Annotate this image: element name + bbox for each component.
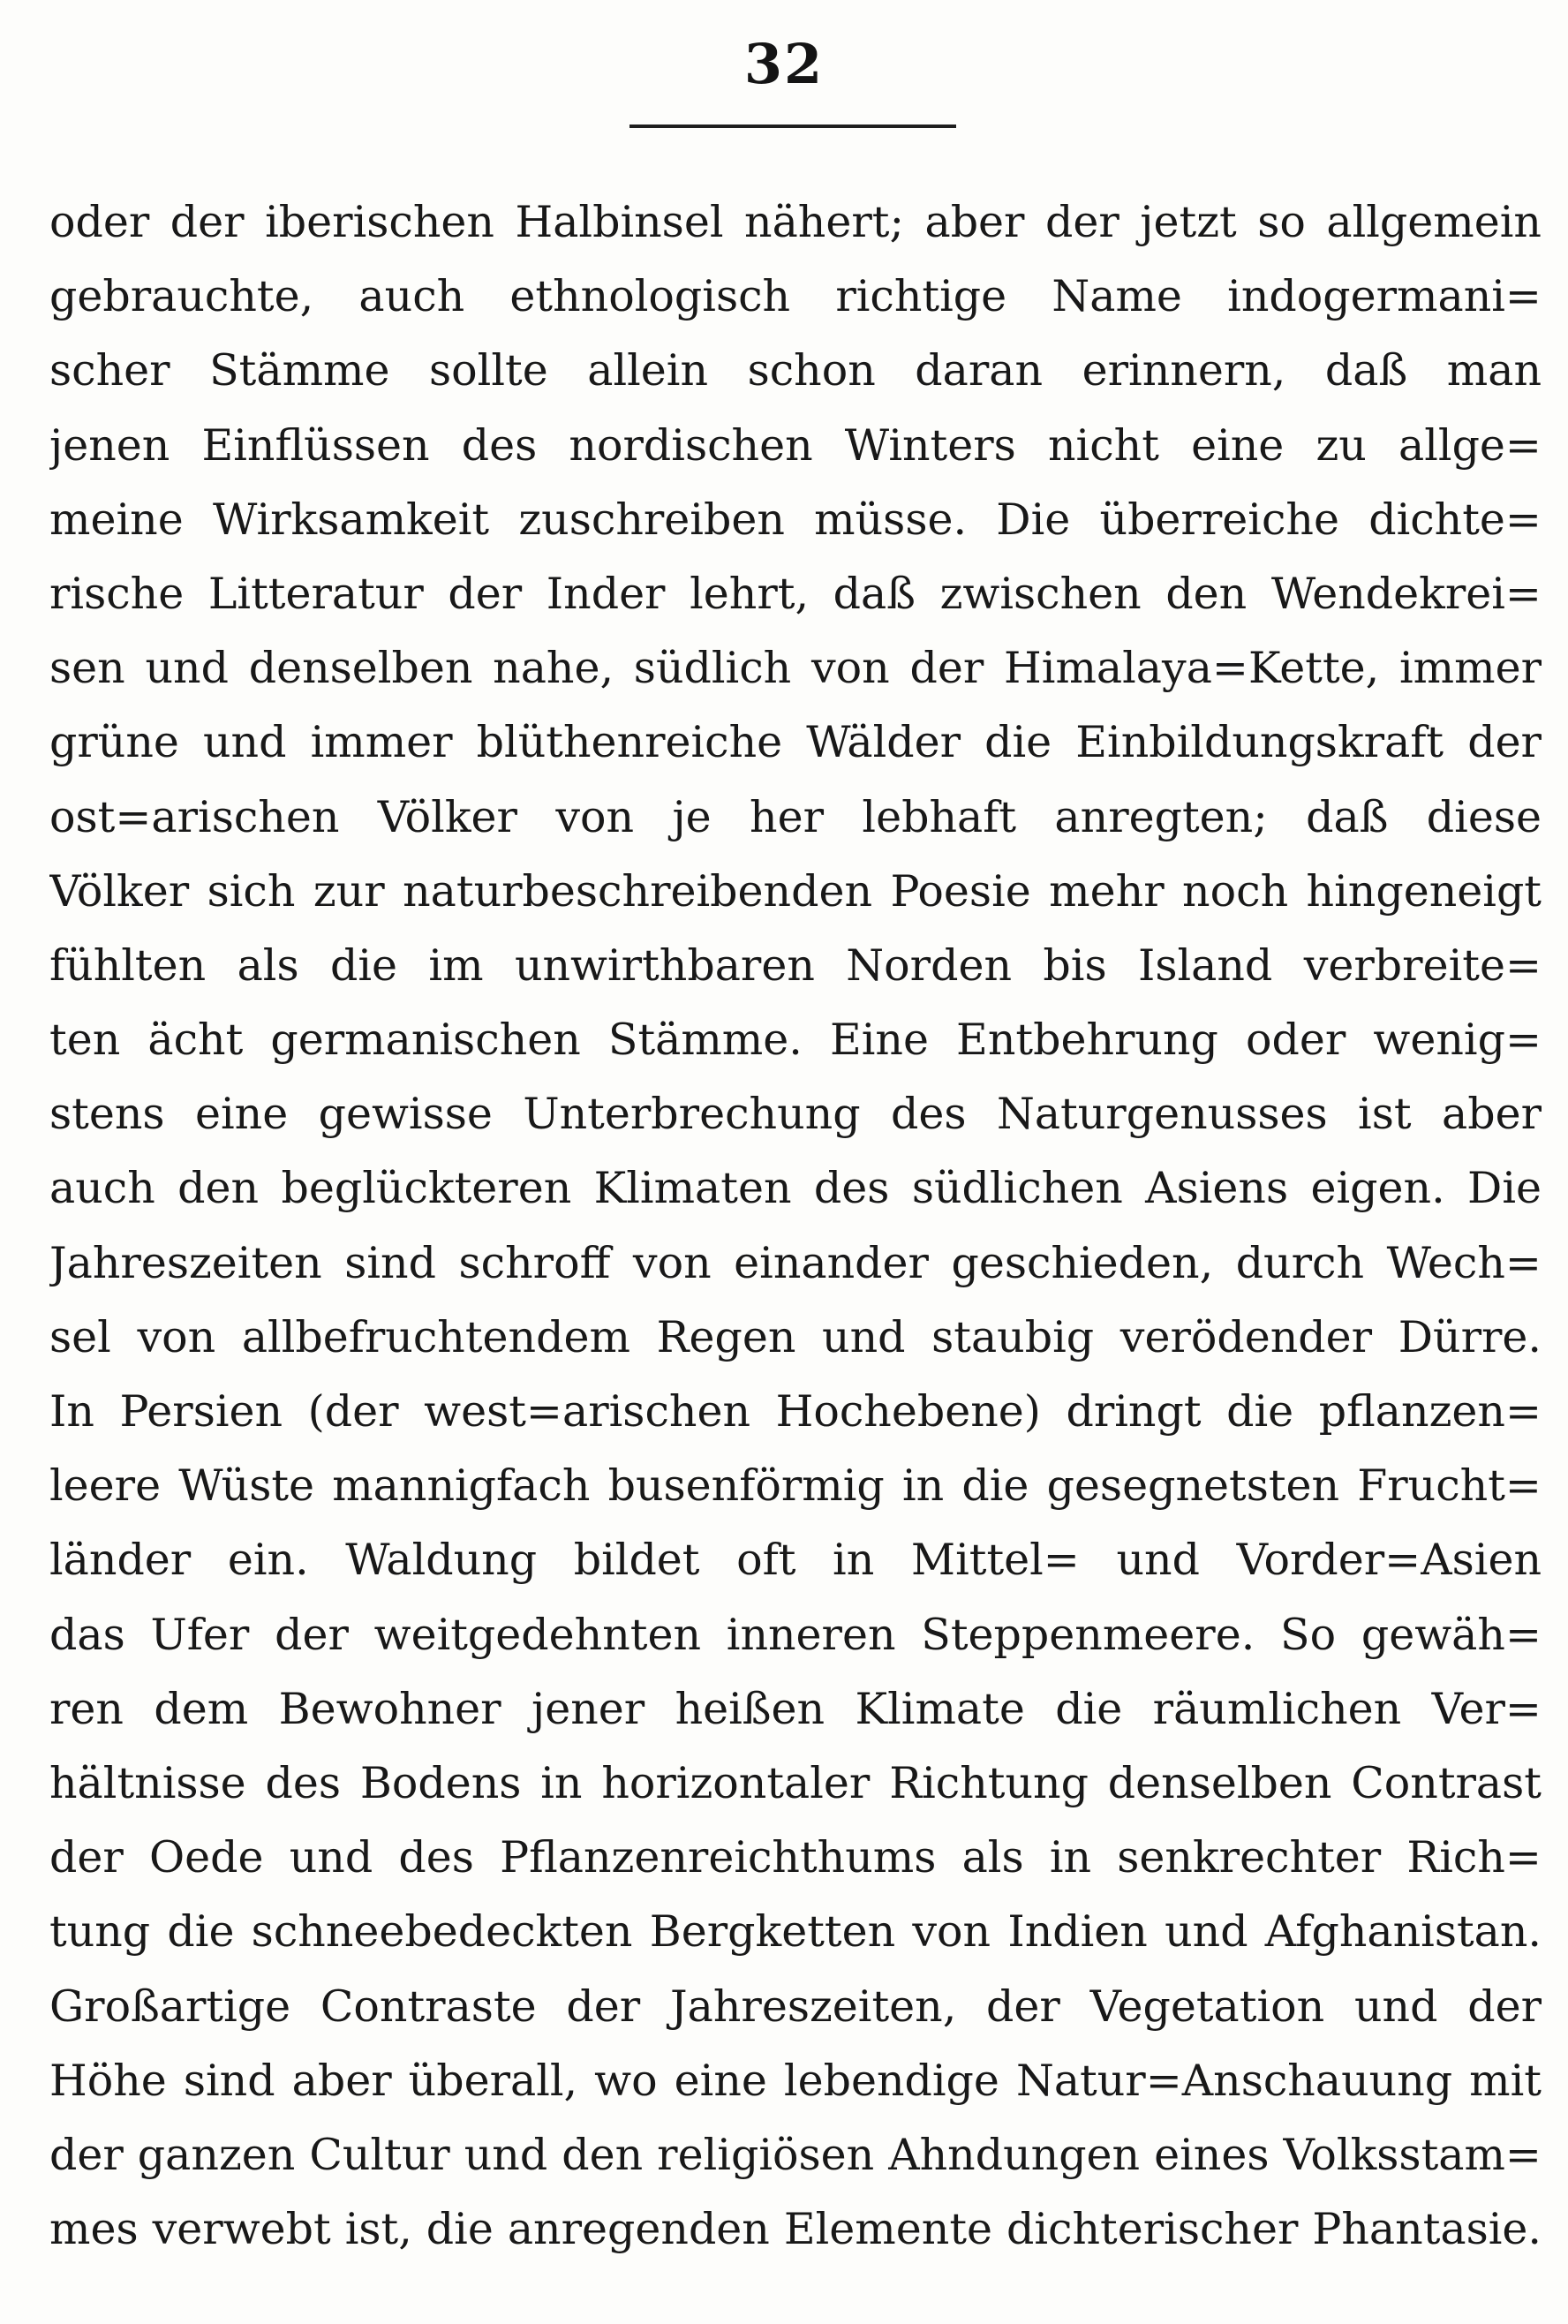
text-line: stens eine gewisse Unterbrechung des Naturgenusses ist aber xyxy=(49,1089,1542,1140)
text-line: tung die schneebedeckten Bergketten von Indien und Afghanistan. xyxy=(49,1906,1542,1958)
text-line: der Oede und des Pflanzenreichthums als in senkrechter Rich= xyxy=(49,1832,1542,1883)
text-line: oder der iberischen Halbinsel nähert; aber der jetzt so allgemein xyxy=(49,197,1542,247)
text-line: Völker sich zur naturbeschreibenden Poesie mehr noch hingeneigt xyxy=(49,865,1542,917)
text-line: rische Litteratur der Inder lehrt, daß zwischen den Wendekrei= xyxy=(49,568,1542,619)
text-line: das Ufer der weitgedehnten inneren Steppenmeere. So gewäh= xyxy=(49,1609,1542,1660)
header-rule xyxy=(629,124,956,128)
text-line: ost=arischen Völker von je her lebhaft anregten; daß diese xyxy=(49,791,1542,842)
text-line: hältnisse des Bodens in horizontaler Richtung denselben Contrast xyxy=(49,1757,1542,1808)
text-line: fühlten als die im unwirthbaren Norden bis Island verbreite= xyxy=(49,939,1542,991)
text-line: grüne und immer blüthenreiche Wälder die Einbildungskraft der xyxy=(49,717,1542,768)
text-line: In Persien (der west=arischen Hochebene) dringt die pflanzen= xyxy=(49,1386,1542,1437)
text-line: leere Wüste mannigfach busenförmig in die gesegnetsten Frucht= xyxy=(49,1460,1542,1512)
text-line: meine Wirksamkeit zuschreiben müsse. Die überreiche dichte= xyxy=(49,494,1542,545)
text-line: länder ein. Waldung bildet oft in Mittel= und Vorder=Asien xyxy=(49,1535,1542,1586)
text-line: Großartige Contraste der Jahreszeiten, der Vegetation und der xyxy=(49,1981,1542,2032)
text-line: auch den beglückteren Klimaten des südlichen Asiens eigen. Die xyxy=(49,1163,1542,1214)
text-line: Jahreszeiten sind schroff von einander geschieden, durch Wech= xyxy=(49,1237,1542,1288)
text-line: jenen Einflüssen des nordischen Winters nicht eine zu allge= xyxy=(49,419,1542,471)
text-line: Höhe sind aber überall, wo eine lebendige Natur=Anschauung mit xyxy=(49,2055,1542,2106)
text-line: gebrauchte, auch ethnologisch richtige Name indogermani= xyxy=(49,271,1542,322)
text-line: der ganzen Cultur und den religiösen Ahndungen eines Volksstam= xyxy=(49,2129,1542,2180)
page-number: 32 xyxy=(743,32,825,96)
text-line: mes verwebt ist, die anregenden Elemente dichterischer Phantasie. xyxy=(49,2204,1542,2255)
text-line: ten ächt germanischen Stämme. Eine Entbehrung oder wenig= xyxy=(49,1015,1542,1066)
text-line: sen und denselben nahe, südlich von der Himalaya=Kette, immer xyxy=(49,643,1542,694)
body-text xyxy=(49,185,1542,2267)
text-line: scher Stämme sollte allein schon daran erinnern, daß man xyxy=(49,345,1542,396)
text-line: ren dem Bewohner jener heißen Klimate die räumlichen Ver= xyxy=(49,1683,1542,1734)
text-line: sel von allbefruchtendem Regen und staubig verödender Dürre. xyxy=(49,1311,1542,1362)
